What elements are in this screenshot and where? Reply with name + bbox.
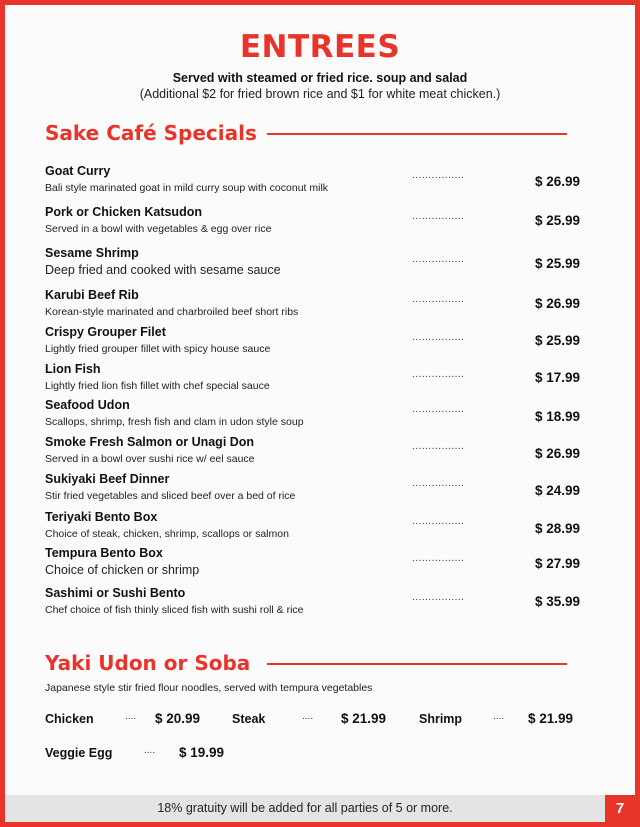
section-title-yaki: Yaki Udon or Soba [45,651,251,675]
menu-item [45,164,595,195]
item-description: Choice of chicken or shrimp [45,563,200,577]
item-description: Korean-style marinated and charbroiled beef short ribs [45,306,299,318]
item-description: Served in a bowl over sushi rice w/ eel sauce [45,453,255,465]
menu-item [45,472,595,503]
dot-leader: .... [302,711,314,722]
item-description: Deep fried and cooked with sesame sauce [45,263,281,277]
dot-leader: ................ [412,211,465,222]
yaki-option-price: $ 20.99 [155,711,201,726]
item-name: Seafood Udon [45,398,130,412]
item-price: $ 25.99 [534,333,580,348]
dot-leader: ................ [412,516,465,527]
dot-leader: ................ [412,553,465,564]
item-description: Chef choice of fish thinly sliced fish with sushi roll & rice [45,604,304,616]
dot-leader: ................ [412,404,465,415]
yaki-option-name: Steak [232,712,266,726]
item-description: Bali style marinated goat in mild curry soup with coconut milk [45,182,329,194]
item-name: Pork or Chicken Katsudon [45,205,202,219]
page-number: 7 [605,795,635,822]
item-description: Choice of steak, chicken, shrimp, scallops or salmon [45,528,289,540]
yaki-option-price: $ 21.99 [528,711,574,726]
item-description: Lightly fried grouper fillet with spicy house sauce [45,343,271,355]
menu-item [45,325,595,356]
item-name: Sesame Shrimp [45,246,139,260]
dot-leader: .... [493,711,505,722]
menu-item [45,205,595,236]
item-price: $ 25.99 [534,256,580,271]
dot-leader: .... [125,711,137,722]
item-name: Sukiyaki Beef Dinner [45,472,170,486]
gratuity-footer: 18% gratuity will be added for all parties of 5 or more. [5,795,605,822]
yaki-option-price: $ 21.99 [341,711,387,726]
menu-item [45,435,595,466]
dot-leader: ................ [412,592,465,603]
item-description: Lightly fried lion fish fillet with chef special sauce [45,380,270,392]
item-name: Sashimi or Sushi Bento [45,586,186,600]
item-name: Lion Fish [45,362,101,376]
dot-leader: ................ [412,294,465,305]
item-price: $ 26.99 [534,174,580,189]
item-price: $ 25.99 [534,213,580,228]
item-name: Tempura Bento Box [45,546,163,560]
page-title: ENTREES [239,29,401,65]
menu-item [45,586,595,617]
item-price: $ 18.99 [534,409,580,424]
section-divider [267,663,567,665]
item-description: Served in a bowl with vegetables & egg over rice [45,223,272,235]
yaki-description: Japanese style stir fried flour noodles, served with tempura vegetables [45,682,373,694]
dot-leader: ................ [412,332,465,343]
section-title-specials: Sake Café Specials [45,121,257,145]
item-price: $ 24.99 [534,483,580,498]
item-price: $ 17.99 [534,370,580,385]
menu-item [45,510,595,541]
entree-subtitle: Served with steamed or fried rice. soup and salad [172,71,468,85]
menu-item [45,362,595,393]
dot-leader: ................ [412,254,465,265]
item-name: Smoke Fresh Salmon or Unagi Don [45,435,255,449]
dot-leader: ................ [412,369,465,380]
item-description: Scallops, shrimp, fresh fish and clam in udon style soup [45,416,304,428]
yaki-option-price: $ 19.99 [179,745,225,760]
menu-page [5,5,635,822]
dot-leader: ................ [412,478,465,489]
item-name: Crispy Grouper Filet [45,325,166,339]
item-description: Stir fried vegetables and sliced beef over a bed of rice [45,490,296,502]
entree-note: (Additional $2 for fried brown rice and $1 for white meat chicken.) [139,87,501,101]
yaki-option-name: Shrimp [419,712,463,726]
dot-leader: .... [144,745,156,756]
item-name: Goat Curry [45,164,111,178]
yaki-option-name: Veggie Egg [45,746,113,760]
item-name: Karubi Beef Rib [45,288,139,302]
menu-item [45,546,595,577]
menu-item [45,398,595,429]
yaki-option-name: Chicken [45,712,94,726]
dot-leader: ................ [412,170,465,181]
menu-item [45,246,595,277]
section-divider [267,133,567,135]
item-price: $ 26.99 [534,296,580,311]
dot-leader: ................ [412,441,465,452]
item-price: $ 27.99 [534,556,580,571]
item-name: Teriyaki Bento Box [45,510,158,524]
item-price: $ 28.99 [534,521,580,536]
item-price: $ 35.99 [534,594,580,609]
menu-item [45,288,595,319]
item-price: $ 26.99 [534,446,580,461]
